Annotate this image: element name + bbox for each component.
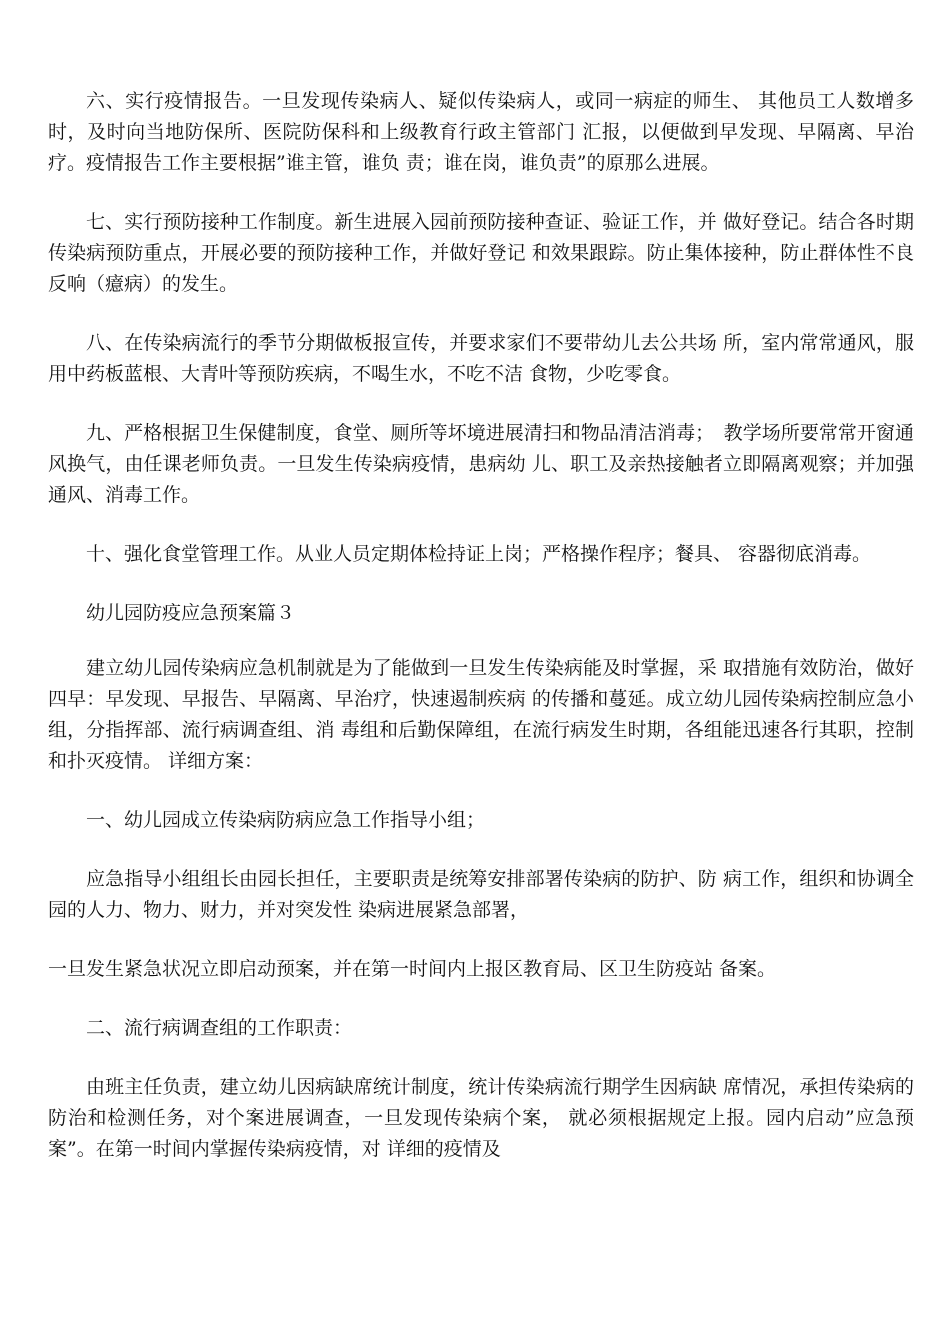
paragraph-part-1-body: 应急指导小组组长由园长担任，主要职责是统筹安排部署传染病的防护、防 病工作，组织和协调全园的人力、物力、财力，并对突发性 染病进展紧急部署， [48, 868, 914, 921]
paragraph-section-7: 七、实行预防接种工作制度。新生进展入园前预防接种查证、验证工作，并 做好登记。结合各时期传染病预防重点，开展必要的预防接种工作，并做好登记 和效果跟踪。防止集体接种，防止群体性不良反响（癔病）的发生。 [48, 211, 914, 295]
paragraph-section-10: 十、强化食堂管理工作。从业人员定期体检持证上岗；严格操作程序；餐具、 容器彻底消毒。 [86, 543, 872, 565]
paragraph-section-6: 六、实行疫情报告。一旦发现传染病人、疑似传染病人，或同一病症的师生、 其他员工人数增多时，及时向当地防保所、医院防保科和上级教育行政主管部门 汇报，以便做到早发现、早隔离、早治疗。疫情报告工作主要根据”谁主管，谁负 责；谁在岗，谁负责”的原那么进展。 [48, 90, 914, 174]
paragraph-part-2-heading: 二、流行病调查组的工作职责： [86, 1017, 353, 1039]
paragraph-part-1-heading: 一、幼儿园成立传染病防病应急工作指导小组； [86, 809, 486, 831]
paragraph-part-2-body: 由班主任负责，建立幼儿因病缺席统计制度，统计传染病流行期学生因病缺 席情况，承担传染病的防治和检测任务，对个案进展调查，一旦发现传染病个案， 就必须根据规定上报。园内启动”应急预案”。在第一时间内掌握传染病疫情，对 详细的疫情及 [48, 1076, 914, 1160]
article-heading: 幼儿园防疫应急预案篇３ [86, 602, 296, 624]
paragraph-section-8: 八、在传染病流行的季节分期做板报宣传，并要求家们不要带幼儿去公共场 所，室内常常通风，服用中药板蓝根、大青叶等预防疾病，不喝生水，不吃不洁 食物，少吃零食。 [48, 332, 914, 385]
paragraph-section-9: 九、严格根据卫生保健制度，食堂、厕所等坏境进展清扫和物品清洁消毒； 教学场所要常常开窗通风换气，由任课老师负责。一旦发生传染病疫情，患病幼 儿、职工及亲热接触者立即隔离观察；并加强通风、消毒工作。 [48, 422, 914, 506]
paragraph-intro: 建立幼儿园传染病应急机制就是为了能做到一旦发生传染病能及时掌握，采 取措施有效防治，做好四早：早发现、早报告、早隔离、早治疗，快速遏制疾病 的传播和蔓延。成立幼儿园传染病控制应急小组，分指挥部、流行病调查组、消 毒组和后勤保障组，在流行病发生时期，各组能迅速各行其职，控制和扑灭疫情。 详细方案： [48, 657, 914, 772]
paragraph-part-1-continuation: 一旦发生紧急状况立即启动预案，并在第一时间内上报区教育局、区卫生防疫站 备案。 [48, 958, 777, 980]
document-page [48, 86, 914, 1193]
